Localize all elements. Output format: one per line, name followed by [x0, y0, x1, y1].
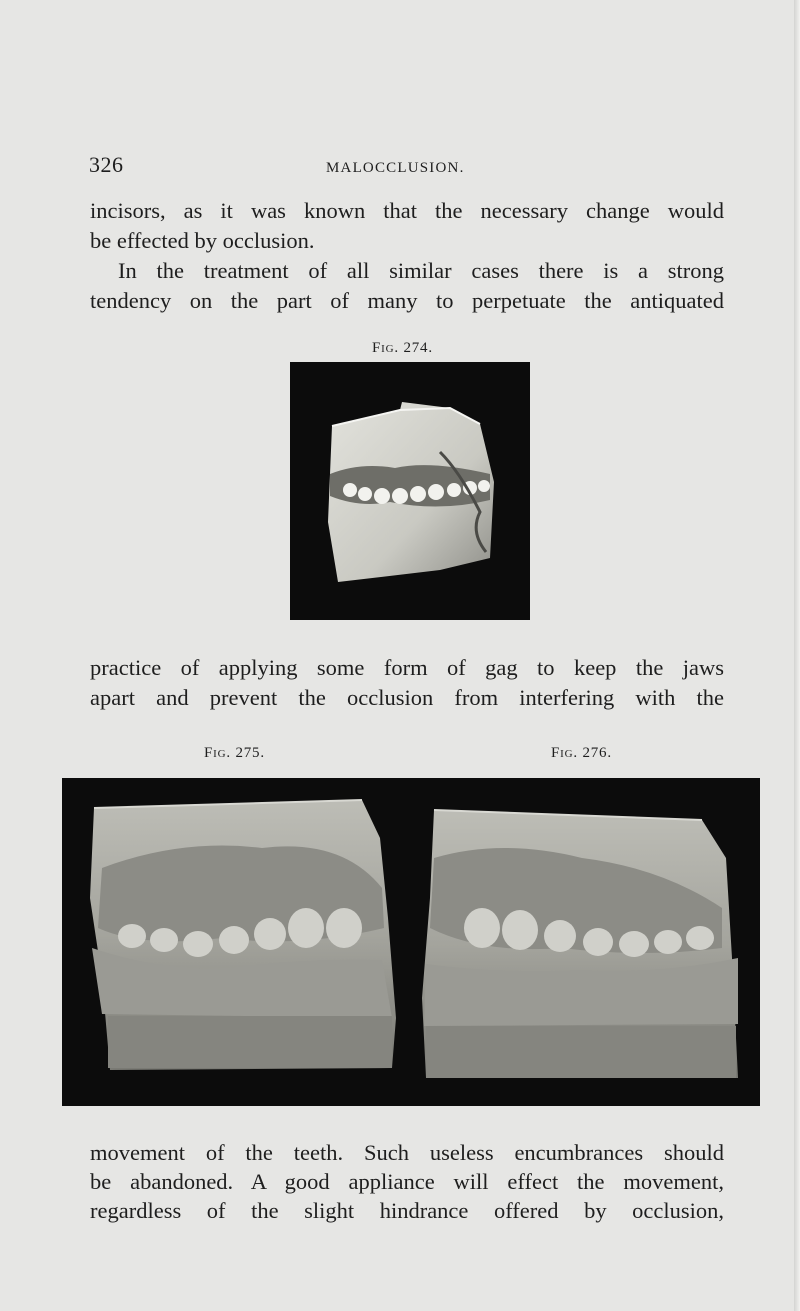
- running-title: MALOCCLUSION.: [326, 160, 465, 176]
- figures-275-276-image: [62, 778, 760, 1106]
- page-edge: [794, 0, 800, 1311]
- figure-274-label: Fig. 274.: [372, 340, 433, 356]
- paragraph-line: In the treatment of all similar cases there is a strong: [118, 258, 724, 283]
- figure-276-label: Fig. 276.: [551, 745, 612, 761]
- figure-274-caption: [372, 340, 433, 357]
- paragraph-line: incisors, as it was known that the necessary change would: [90, 198, 724, 223]
- paragraph-line: be abandoned. A good appliance will effect the movement,: [90, 1169, 724, 1194]
- paragraph-4: [90, 1138, 724, 1225]
- paragraph-line: be effected by occlusion.: [90, 228, 315, 253]
- figure-275-label: Fig. 275.: [204, 745, 265, 761]
- paragraph-1: [90, 196, 724, 256]
- page-number: 326: [89, 152, 124, 177]
- paragraph-line: movement of the teeth. Such useless encumbrances should: [90, 1140, 724, 1165]
- cast-right: [422, 810, 738, 1078]
- paragraph-3: [90, 653, 724, 713]
- figure-275-caption: [204, 745, 265, 762]
- paragraph-line: apart and prevent the occlusion from interfering with the: [90, 685, 724, 710]
- cast-left: [90, 800, 396, 1070]
- figure-276-caption: [551, 745, 612, 762]
- figure-274-image: [290, 362, 530, 620]
- paragraph-2: [90, 256, 724, 316]
- paragraph-line: tendency on the part of many to perpetuate the antiquated: [90, 288, 724, 313]
- paragraph-line: practice of applying some form of gag to keep the jaws: [90, 655, 724, 680]
- dental-casts-275-276: [62, 778, 760, 1106]
- paragraph-line: regardless of the slight hindrance offered by occlusion,: [90, 1198, 724, 1223]
- dental-cast-274: [290, 362, 530, 620]
